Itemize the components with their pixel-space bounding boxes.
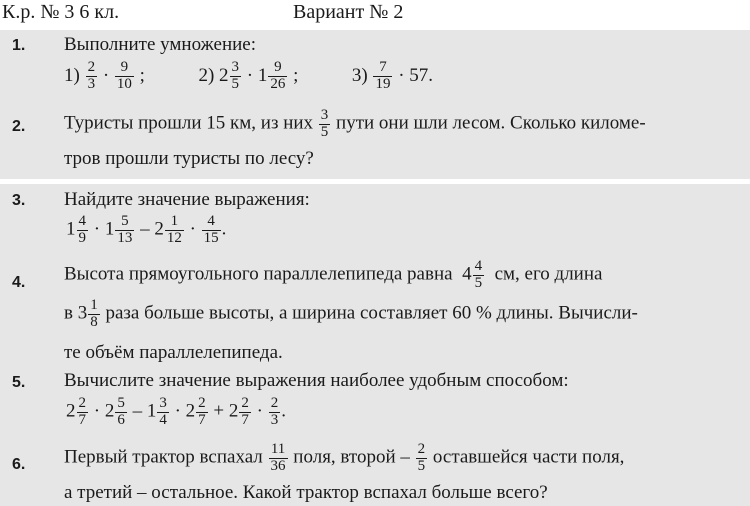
task-number-6: 6. <box>12 456 26 473</box>
fraction: $\frac{2}{3}$ <box>270 395 279 428</box>
fraction: $\frac{3}{5}$ <box>320 107 329 140</box>
fraction: $\frac{11}{36}$ <box>270 441 286 474</box>
worksheet-header <box>0 0 750 30</box>
task-3-expression: 1 $\frac{4}{9}$ · 1 $\frac{5}{13}$ – 2 $\frac{1}{12}$ · $\frac{4}{15}$ . <box>66 213 227 246</box>
fraction: $\frac{2}{5}$ <box>417 441 426 474</box>
task-6-line-2: а третий – остальное. Какой трактор вспахал больше всего? <box>64 482 548 503</box>
task-6-line-1: Первый трактор вспахал $\frac{11}{36}$ поля, второй – $\frac{2}{5}$ оставшейся части поля, <box>64 441 625 474</box>
fraction: $\frac{2}{7}$ <box>78 395 86 428</box>
task-4-line-2: в 3 $\frac{1}{8}$ раза больше высоты, а ширина составляет 60 % длины. Вычисли- <box>64 297 638 330</box>
fraction: $\frac{1}{8}$ <box>90 297 98 330</box>
task-5-text: Вычислите значение выражения наиболее удобным способом: <box>64 370 569 391</box>
fraction: $\frac{4}{15}$ <box>203 213 219 246</box>
task-number-4: 4. <box>12 274 26 291</box>
fraction: $\frac{1}{12}$ <box>166 213 182 246</box>
task-1-expressions <box>64 60 433 93</box>
fraction: $\frac{3}{5}$ <box>231 59 240 92</box>
fraction: $\frac{5}{6}$ <box>117 395 125 428</box>
fraction: $\frac{7}{19}$ <box>375 59 391 92</box>
task-2-line-1: Туристы прошли 15 км, из них $\frac{3}{5}$ пути они шли лесом. Сколько киломе- <box>64 107 646 140</box>
fraction: $\frac{4}{5}$ <box>474 258 483 291</box>
task-block-1 <box>0 30 750 179</box>
task-4-line-3: те объём параллелепипеда. <box>64 342 283 363</box>
fraction: $\frac{5}{13}$ <box>117 213 133 246</box>
fraction: $\frac{9}{26}$ <box>270 59 286 92</box>
task-3-text: Найдите значение выражения: <box>64 189 310 210</box>
task-number-5: 5. <box>12 374 26 391</box>
task-1-item-2: 2) 2 $\frac{3}{5}$ · 1 $\frac{9}{26}$ ; <box>198 59 299 92</box>
task-1-item-1: 1) $\frac{2}{3}$ · $\frac{9}{10}$ ; <box>64 59 145 92</box>
task-1-item-3: 3) $\frac{7}{19}$ · 57. <box>351 59 434 92</box>
task-number-3: 3. <box>12 192 26 209</box>
task-5-expression: 2 $\frac{2}{7}$ · 2 $\frac{5}{6}$ – 1 $\frac{3}{4}$ · 2 $\frac{2}{7}$ + 2 $\frac{2}{7}$ · $\frac{2}{3}$ . <box>66 395 286 428</box>
task-number-1: 1. <box>12 37 26 54</box>
fraction: $\frac{9}{10}$ <box>116 59 132 92</box>
task-2-line-2: тров прошли туристы по лесу? <box>64 148 314 169</box>
task-4-line-1: Высота прямоугольного параллелепипеда равна 4 $\frac{4}{5}$ см, его длина <box>64 258 603 291</box>
fraction: $\frac{4}{9}$ <box>78 213 86 246</box>
task-number-2: 2. <box>12 118 26 135</box>
task-1-text: Выполните умножение: <box>64 34 256 55</box>
fraction: $\frac{3}{4}$ <box>159 395 167 428</box>
fraction: $\frac{2}{7}$ <box>241 395 249 428</box>
class-label: К.р. № 3 6 кл. <box>2 1 120 23</box>
task-block-2 <box>0 184 750 506</box>
variant-label: Вариант № 2 <box>293 1 404 23</box>
fraction: $\frac{2}{3}$ <box>87 59 96 92</box>
fraction: $\frac{2}{7}$ <box>198 395 206 428</box>
